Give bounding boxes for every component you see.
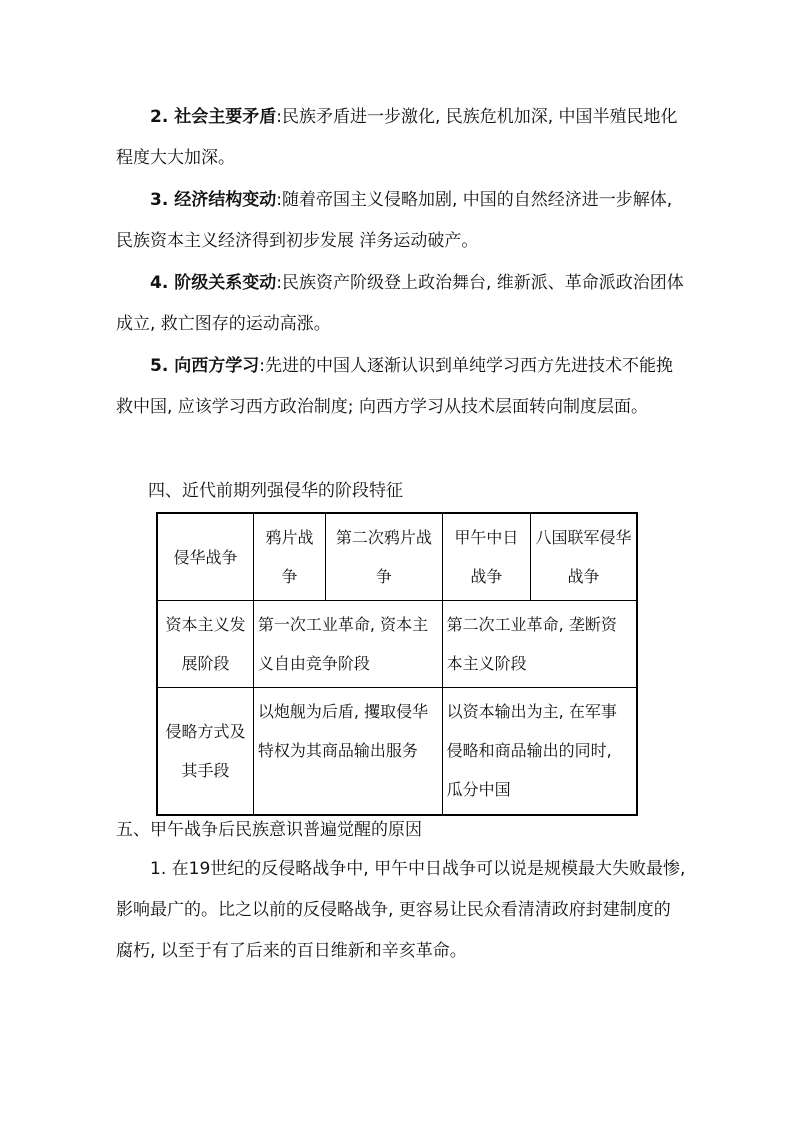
term-label: 5. 向西方学习 bbox=[150, 356, 260, 376]
table-row bbox=[157, 688, 637, 816]
paragraph-class-relations bbox=[116, 263, 686, 345]
row-label-cell: 资本主义发展阶段 bbox=[157, 601, 253, 688]
paragraph-learn-from-west bbox=[116, 346, 686, 428]
term-label: 2. 社会主要矛盾 bbox=[150, 107, 277, 127]
paragraph-awakening-reason-1: 1. 在19世纪的反侵略战争中, 甲午中日战争可以说是规模最大失败最惨, 影响最广的。比之以前的反侵略战争, 更容易让民众看清清政府封建制度的腐朽, 以至于有了后来的百日维新和辛亥革命。 bbox=[116, 859, 686, 961]
term-label: 4. 阶级关系变动 bbox=[150, 273, 277, 293]
header-cell: 鸦片战争 bbox=[253, 513, 325, 601]
paragraph-social-contradiction bbox=[116, 97, 686, 179]
header-cell: 第二次鸦片战争 bbox=[326, 513, 442, 601]
header-cell: 八国联军侵华战争 bbox=[531, 513, 637, 601]
paragraph-economic-structure bbox=[116, 180, 686, 262]
table-cell: 以资本输出为主, 在军事侵略和商品输出的同时, 瓜分中国 bbox=[442, 688, 637, 816]
section-heading-5: 五、甲午战争后民族意识普遍觉醒的原因 bbox=[116, 820, 422, 840]
row-label-cell: 侵略方式及其手段 bbox=[157, 688, 253, 816]
stage-characteristics-table bbox=[156, 512, 638, 816]
term-text: :随着帝国主义侵略加剧, 中国的自然经济进一步解体, 民族资本主义经济得到初步发展 洋务运动破产。 bbox=[116, 190, 673, 251]
table-cell: 第一次工业革命, 资本主义自由竞争阶段 bbox=[253, 601, 442, 688]
header-cell: 侵华战争 bbox=[157, 513, 253, 601]
term-text: :先进的中国人逐渐认识到单纯学习西方先进技术不能挽救中国, 应该学习西方政治制度; 向西方学习从技术层面转向制度层面。 bbox=[116, 356, 673, 417]
term-label: 3. 经济结构变动 bbox=[150, 190, 277, 210]
header-cell: 甲午中日战争 bbox=[442, 513, 530, 601]
table-header-row bbox=[157, 513, 637, 601]
table-cell: 以炮舰为后盾, 攫取侵华特权为其商品输出服务 bbox=[253, 688, 442, 816]
term-text: :民族矛盾进一步激化, 民族危机加深, 中国半殖民地化程度大大加深。 bbox=[116, 107, 678, 168]
table-row bbox=[157, 601, 637, 688]
term-text: :民族资产阶级登上政治舞台, 维新派、革命派政治团体成立, 救亡图存的运动高涨。 bbox=[116, 273, 684, 334]
table-cell: 第二次工业革命, 垄断资本主义阶段 bbox=[442, 601, 637, 688]
section-heading-4: 四、近代前期列强侵华的阶段特征 bbox=[148, 481, 403, 501]
